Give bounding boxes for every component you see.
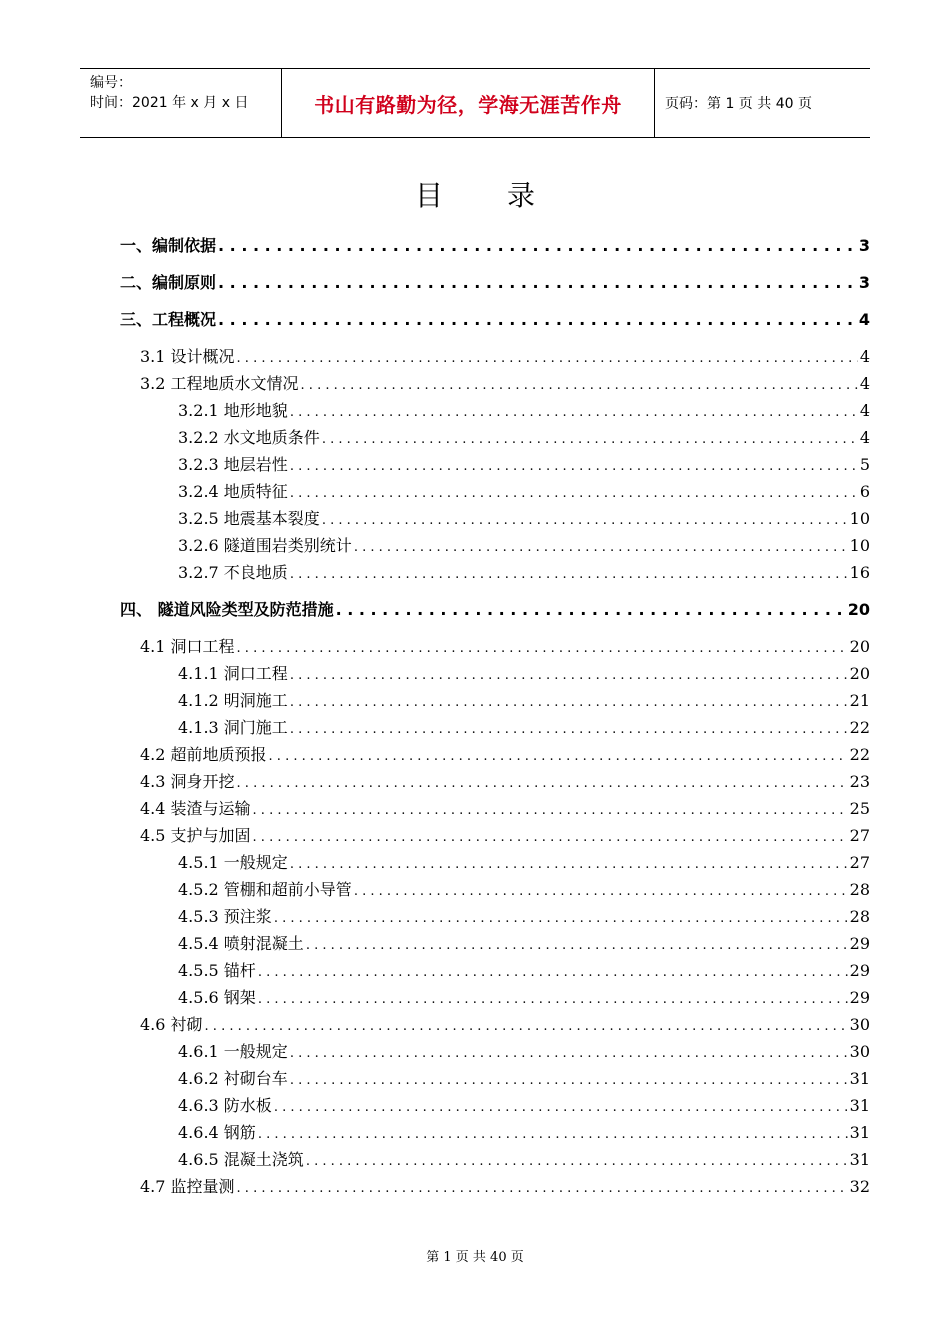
toc-entry-title: 4.6.2 衬砌台车 [178, 1069, 288, 1088]
toc-leader-dots [290, 722, 848, 737]
toc-entry-page: 29 [849, 988, 870, 1007]
toc-entry-title: 4.5 支护与加固 [140, 826, 251, 845]
toc-entry[interactable] [178, 1093, 870, 1116]
toc-leader-dots [237, 776, 848, 791]
page-header [80, 68, 870, 138]
toc-entry-page: 4 [859, 347, 870, 366]
page-footer: 第 1 页 共 40 页 [426, 1250, 524, 1265]
toc-entry-page: 29 [849, 934, 870, 953]
toc-entry[interactable] [178, 452, 870, 475]
toc-entry-page: 10 [849, 509, 870, 528]
toc-leader-dots [322, 513, 848, 528]
toc-entry-page: 30 [849, 1015, 870, 1034]
toc-entry[interactable] [140, 1174, 870, 1197]
toc-leader-dots [237, 641, 848, 656]
toc-entry[interactable] [178, 661, 870, 684]
toc-entry-page: 31 [849, 1096, 870, 1115]
toc-leader-dots [290, 695, 848, 710]
toc-entry-title: 4.3 洞身开挖 [140, 772, 235, 791]
toc-entry-page: 4 [859, 374, 870, 393]
toc-entry-title: 3.2.2 水文地质条件 [178, 428, 320, 447]
toc-entry[interactable] [140, 796, 870, 819]
toc-entry[interactable] [140, 371, 870, 394]
toc-entry-title: 3.2.7 不良地质 [178, 563, 288, 582]
toc-entry[interactable] [120, 233, 870, 256]
toc-entry[interactable] [178, 985, 870, 1008]
toc-leader-dots [274, 911, 848, 926]
toc-entry-title: 3.2.3 地层岩性 [178, 455, 288, 474]
header-meta [80, 69, 282, 137]
toc-leader-dots [290, 1073, 848, 1088]
toc-entry-page: 27 [849, 826, 870, 845]
toc-entry-title: 3.1 设计概况 [140, 347, 235, 366]
toc-entry-title: 4.6.5 混凝土浇筑 [178, 1150, 304, 1169]
toc-leader-dots [290, 405, 858, 420]
toc-entry[interactable] [178, 688, 870, 711]
toc-leader-dots [237, 1181, 848, 1196]
toc-leader-dots [354, 884, 848, 899]
toc-entry-title: 4.5.6 钢架 [178, 988, 256, 1007]
toc-entry[interactable] [178, 931, 870, 954]
toc-entry[interactable] [140, 823, 870, 846]
toc-entry-page: 25 [849, 799, 870, 818]
toc-entry-title: 4.2 超前地质预报 [140, 745, 267, 764]
toc-entry-page: 20 [849, 664, 870, 683]
toc-leader-dots [290, 1046, 848, 1061]
toc-entry[interactable] [140, 634, 870, 657]
toc-entry-page: 16 [849, 563, 870, 582]
toc-entry[interactable] [178, 904, 870, 927]
toc-entry-page: 30 [849, 1042, 870, 1061]
toc-title [0, 174, 950, 214]
toc-leader-dots [290, 459, 858, 474]
toc-entry-title: 4.6 衬砌 [140, 1015, 203, 1034]
toc-entry[interactable] [178, 479, 870, 502]
toc-entry-title: 4.5.5 锚杆 [178, 961, 256, 980]
document-date: 时间：2021 年 x 月 x 日 [90, 95, 249, 111]
toc-leader-dots [258, 965, 848, 980]
toc-entry-title: 4.7 监控量测 [140, 1177, 235, 1196]
toc-entry-page: 4 [858, 310, 870, 329]
toc-entry[interactable] [120, 597, 870, 620]
toc-entry[interactable] [178, 398, 870, 421]
toc-entry-title: 3.2.1 地形地貌 [178, 401, 288, 420]
toc-entry-page: 23 [849, 772, 870, 791]
toc-entry-page: 3 [858, 236, 870, 255]
toc-entry-title: 4.6.3 防水板 [178, 1096, 272, 1115]
toc-entry[interactable] [178, 1147, 870, 1170]
toc-entry[interactable] [140, 769, 870, 792]
toc-entry-page: 27 [849, 853, 870, 872]
toc-entry-page: 31 [849, 1150, 870, 1169]
toc-entry[interactable] [178, 560, 870, 583]
toc-entry[interactable] [178, 506, 870, 529]
toc-entry-page: 21 [849, 691, 870, 710]
toc-entry[interactable] [140, 1012, 870, 1035]
toc-entry[interactable] [178, 1120, 870, 1143]
toc-leader-dots [301, 378, 858, 393]
toc-entry-page: 28 [849, 907, 870, 926]
toc-entry-title: 4.1.3 洞门施工 [178, 718, 288, 737]
toc-entry-title: 四、 隧道风险类型及防范措施 [120, 600, 334, 619]
toc-entry-page: 29 [849, 961, 870, 980]
toc-leader-dots [258, 992, 848, 1007]
toc-entry-page: 31 [849, 1069, 870, 1088]
toc-entry[interactable] [178, 715, 870, 738]
toc-leader-dots [290, 486, 858, 501]
toc-entry-title: 4.5.1 一般规定 [178, 853, 288, 872]
toc-entry-page: 4 [859, 401, 870, 420]
toc-entry-title: 4.6.4 钢筋 [178, 1123, 256, 1142]
toc-entry-title: 4.4 装渣与运输 [140, 799, 251, 818]
toc-entry[interactable] [120, 270, 870, 293]
header-motto: 书山有路勤为径，学海无涯苦作舟 [282, 69, 655, 137]
toc-entry-page: 4 [859, 428, 870, 447]
toc-entry-page: 3 [858, 273, 870, 292]
toc-leader-dots [253, 803, 848, 818]
toc-entry-title: 4.5.2 管棚和超前小导管 [178, 880, 352, 899]
toc-leader-dots [306, 1154, 848, 1169]
toc-entry[interactable] [120, 307, 870, 330]
toc-entry[interactable] [178, 1039, 870, 1062]
header-page-info: 页码：第 1 页 共 40 页 [665, 96, 812, 112]
toc-leader-dots [290, 567, 848, 582]
toc-entry-title: 4.5.3 预注浆 [178, 907, 272, 926]
toc-entry-page: 10 [849, 536, 870, 555]
toc-entry[interactable] [140, 742, 870, 765]
toc-entry-page: 20 [849, 637, 870, 656]
toc-leader-dots [290, 857, 848, 872]
toc-leader-dots [274, 1100, 848, 1115]
toc-title-char-1: 目 [414, 179, 443, 212]
toc-entry-title: 二、编制原则 [120, 273, 217, 292]
toc-entry-page: 22 [849, 718, 870, 737]
toc-leader-dots [218, 236, 857, 255]
toc-leader-dots [354, 540, 848, 555]
toc-entry-title: 3.2.6 隧道围岩类别统计 [178, 536, 352, 555]
toc-leader-dots [218, 273, 857, 292]
toc-entry-title: 三、工程概况 [120, 310, 217, 329]
toc-entry[interactable] [178, 877, 870, 900]
toc-title-char-2: 录 [507, 179, 536, 212]
toc-leader-dots [253, 830, 848, 845]
toc-leader-dots [269, 749, 848, 764]
toc-entry-title: 3.2.4 地质特征 [178, 482, 288, 501]
toc-entry-page: 20 [847, 600, 870, 619]
toc-entry-title: 3.2.5 地震基本裂度 [178, 509, 320, 528]
toc-entry-title: 4.1.2 明洞施工 [178, 691, 288, 710]
toc-entry[interactable] [140, 344, 870, 367]
toc-entry[interactable] [178, 1066, 870, 1089]
toc-entry[interactable] [178, 425, 870, 448]
toc-entry-page: 22 [849, 745, 870, 764]
toc-leader-dots [336, 600, 846, 619]
toc-leader-dots [306, 938, 848, 953]
toc-entry-title: 4.1 洞口工程 [140, 637, 235, 656]
document-number-label: 编号： [90, 75, 132, 91]
toc-entry-title: 3.2 工程地质水文情况 [140, 374, 299, 393]
toc-entry-title: 4.6.1 一般规定 [178, 1042, 288, 1061]
toc-leader-dots [218, 310, 857, 329]
toc-entry-title: 4.5.4 喷射混凝土 [178, 934, 304, 953]
toc-entry-page: 5 [859, 455, 870, 474]
toc-leader-dots [258, 1127, 848, 1142]
toc-entry[interactable] [178, 958, 870, 981]
toc-entry-title: 一、编制依据 [120, 236, 217, 255]
toc-leader-dots [237, 351, 858, 366]
toc-entry-title: 4.1.1 洞口工程 [178, 664, 288, 683]
toc-entry-page: 32 [849, 1177, 870, 1196]
toc-entry-page: 6 [859, 482, 870, 501]
toc-leader-dots [290, 668, 848, 683]
toc-entry[interactable] [178, 850, 870, 873]
toc-leader-dots [322, 432, 858, 447]
toc-leader-dots [205, 1019, 848, 1034]
toc-entry-page: 31 [849, 1123, 870, 1142]
toc-entry[interactable] [178, 533, 870, 556]
toc-entry-page: 28 [849, 880, 870, 899]
